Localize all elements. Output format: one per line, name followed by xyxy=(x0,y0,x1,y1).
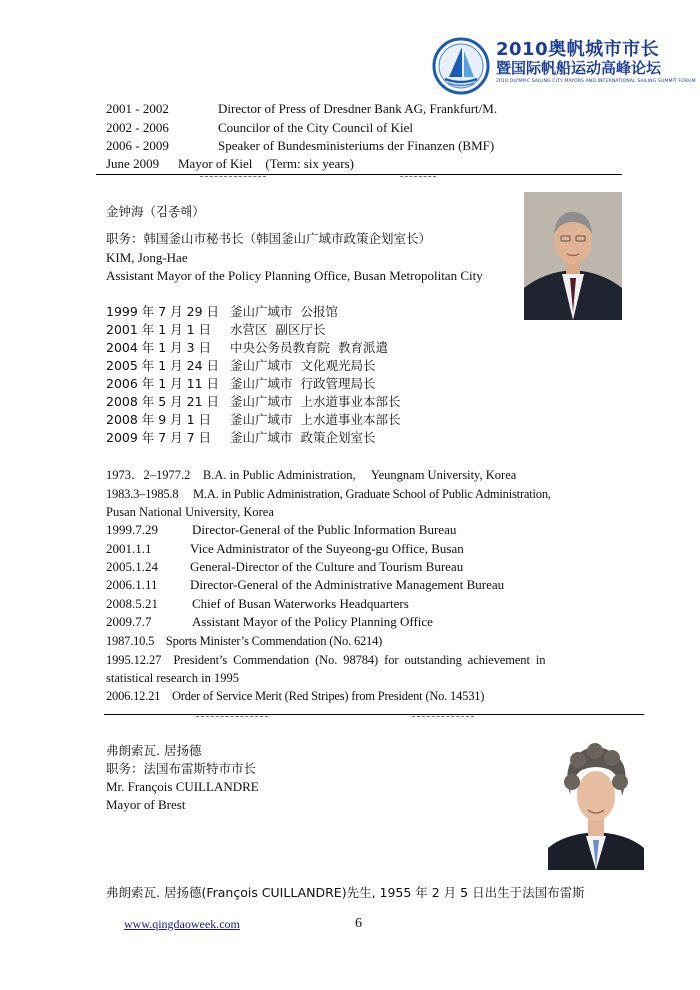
timeline-text: Assistant Mayor of the Policy Planning Office xyxy=(192,614,433,629)
dashed-divider xyxy=(200,176,266,177)
kim-position-en: Assistant Mayor of the Policy Planning Office, Busan Metropolitan City xyxy=(106,268,483,283)
timeline-text: Director-General of the Administrative Management Bureau xyxy=(190,577,505,592)
section-divider xyxy=(104,714,644,715)
kim-education-ba: 1973．2–1977.2 B.A. in Public Administration, Yeungnam University, Korea xyxy=(106,468,517,482)
career-text: Director of Press of Dresdner Bank AG, Frankfurt/M. xyxy=(218,101,498,116)
timeline-date: 2005 年 1 月 24 日 xyxy=(106,358,220,373)
kim-timeline-cn-row xyxy=(106,393,400,411)
kim-award-cont: statistical research in 1995 xyxy=(106,671,239,685)
dashed-divider xyxy=(400,176,436,177)
kim-name-cn: 金钟海（김종해） xyxy=(106,204,205,219)
sailboat-emblem-icon xyxy=(432,37,490,95)
career-years: 2001 - 2002 xyxy=(106,101,169,116)
kim-timeline-cn-row xyxy=(106,303,338,321)
kim-timeline-cn-row xyxy=(106,321,325,339)
career-text: Speaker of Bundesministeriums der Finanzen (BMF) xyxy=(218,138,495,153)
footer-website-link[interactable] xyxy=(124,915,240,933)
kim-timeline-en-row xyxy=(106,521,456,539)
kim-timeline-cn-row xyxy=(106,357,375,375)
cuillandre-portrait xyxy=(548,736,644,870)
timeline-date: 2008.5.21 xyxy=(106,596,158,611)
career-line xyxy=(106,155,354,173)
timeline-text: Vice Administrator of the Suyeong-gu Office, Busan xyxy=(190,541,464,556)
portrait-photo xyxy=(524,192,622,320)
career-years: 2006 - 2009 xyxy=(106,138,169,153)
section-divider xyxy=(96,174,622,175)
logo-title-line1: 2010奥帆城市市长 xyxy=(496,39,660,60)
timeline-date: 1999.7.29 xyxy=(106,522,158,537)
kim-timeline-cn-row xyxy=(106,375,375,393)
career-line xyxy=(106,100,497,118)
timeline-date: 2008 年 9 月 1 日 xyxy=(106,412,212,427)
kim-education-ma: 1983.3–1985.8 M.A. in Public Administration, Graduate School of Public Administration, xyxy=(106,487,551,501)
kim-award: 2006.12.21 Order of Service Merit (Red Stripes) from President (No. 14531) xyxy=(106,689,485,703)
cuillandre-position-en: Mayor of Brest xyxy=(106,797,186,812)
kim-timeline-cn-row xyxy=(106,339,388,357)
timeline-text: 釜山广域市 文化观光局长 xyxy=(230,358,376,373)
timeline-text: Director-General of the Public Information Bureau xyxy=(192,522,457,537)
dashed-divider xyxy=(412,716,474,717)
kim-timeline-cn-row xyxy=(106,411,400,429)
kim-portrait xyxy=(524,192,622,320)
kim-timeline-en-row xyxy=(106,613,433,631)
career-line xyxy=(106,119,413,137)
timeline-date: 2004 年 1 月 3 日 xyxy=(106,340,212,355)
career-years: 2002 - 2006 xyxy=(106,120,169,135)
timeline-text: 釜山广域市 公报馆 xyxy=(230,304,338,319)
timeline-text: 釜山广域市 上水道事业本部长 xyxy=(230,412,401,427)
logo-title-line2: 暨国际帆船运动高峰论坛 xyxy=(496,59,662,77)
logo-subtitle: 2010 OLYMPIC SAILING CITY MAYORS AND INTERNATIONAL SAILING SUMMIT FORUM xyxy=(496,79,696,84)
timeline-text: 釜山广域市 上水道事业本部长 xyxy=(230,394,401,409)
timeline-date: 2006 年 1 月 11 日 xyxy=(106,376,220,391)
career-line xyxy=(106,137,494,155)
career-text: Councilor of the City Council of Kiel xyxy=(218,120,413,135)
kim-award: 1987.10.5 Sports Minister’s Commendation (No. 6214) xyxy=(106,634,383,648)
timeline-text: General-Director of the Culture and Tourism Bureau xyxy=(190,559,464,574)
kim-position-cn: 职务：韩国釜山市秘书长（韩国釜山广域市政策企划室长） xyxy=(106,231,432,246)
career-text: Mayor of Kiel (Term: six years) xyxy=(178,156,354,171)
forum-logo xyxy=(432,38,696,94)
timeline-date: 2008 年 5 月 21 日 xyxy=(106,394,220,409)
cuillandre-name-cn: 弗朗索瓦. 居扬德 xyxy=(106,743,202,758)
timeline-date: 2005.1.24 xyxy=(106,559,158,574)
kim-name-en: KIM, Jong-Hae xyxy=(106,250,188,265)
career-years: June 2009 xyxy=(106,156,160,171)
kim-education-ma-cont: Pusan National University, Korea xyxy=(106,505,274,519)
cuillandre-bio: 弗朗索瓦. 居扬德(François CUILLANDRE)先生, 1955 年 2 月 5 日出生于法国布雷斯 xyxy=(106,885,585,900)
kim-timeline-en-row xyxy=(106,540,464,558)
kim-timeline-en-row xyxy=(106,576,504,594)
website-link-text[interactable]: www.qingdaoweek.com xyxy=(124,917,240,931)
timeline-date: 2009 年 7 月 7 日 xyxy=(106,430,212,445)
timeline-date: 2001 年 1 月 1 日 xyxy=(106,322,212,337)
timeline-date: 2001.1.1 xyxy=(106,541,152,556)
kim-timeline-en-row xyxy=(106,558,463,576)
kim-timeline-en-row xyxy=(106,595,409,613)
dashed-divider xyxy=(196,716,268,717)
timeline-text: Chief of Busan Waterworks Headquarters xyxy=(192,596,409,611)
timeline-text: 中央公务员教育院 教育派遣 xyxy=(230,340,388,355)
timeline-date: 1999 年 7 月 29 日 xyxy=(106,304,220,319)
cuillandre-name-en: Mr. François CUILLANDRE xyxy=(106,779,259,794)
timeline-text: 釜山广域市 政策企划室长 xyxy=(230,430,376,445)
kim-award: 1995.12.27 President’s Commendation (No. 98784) for outstanding achievement in xyxy=(106,653,546,667)
portrait-photo xyxy=(548,736,644,870)
timeline-date: 2006.1.11 xyxy=(106,577,158,592)
timeline-date: 2009.7.7 xyxy=(106,614,152,629)
timeline-text: 釜山广域市 行政管理局长 xyxy=(230,376,376,391)
cuillandre-position-cn: 职务：法国布雷斯特市市长 xyxy=(106,761,257,776)
timeline-text: 水营区 副区厅长 xyxy=(230,322,326,337)
page-number: 6 xyxy=(355,916,362,931)
kim-timeline-cn-row xyxy=(106,429,375,447)
